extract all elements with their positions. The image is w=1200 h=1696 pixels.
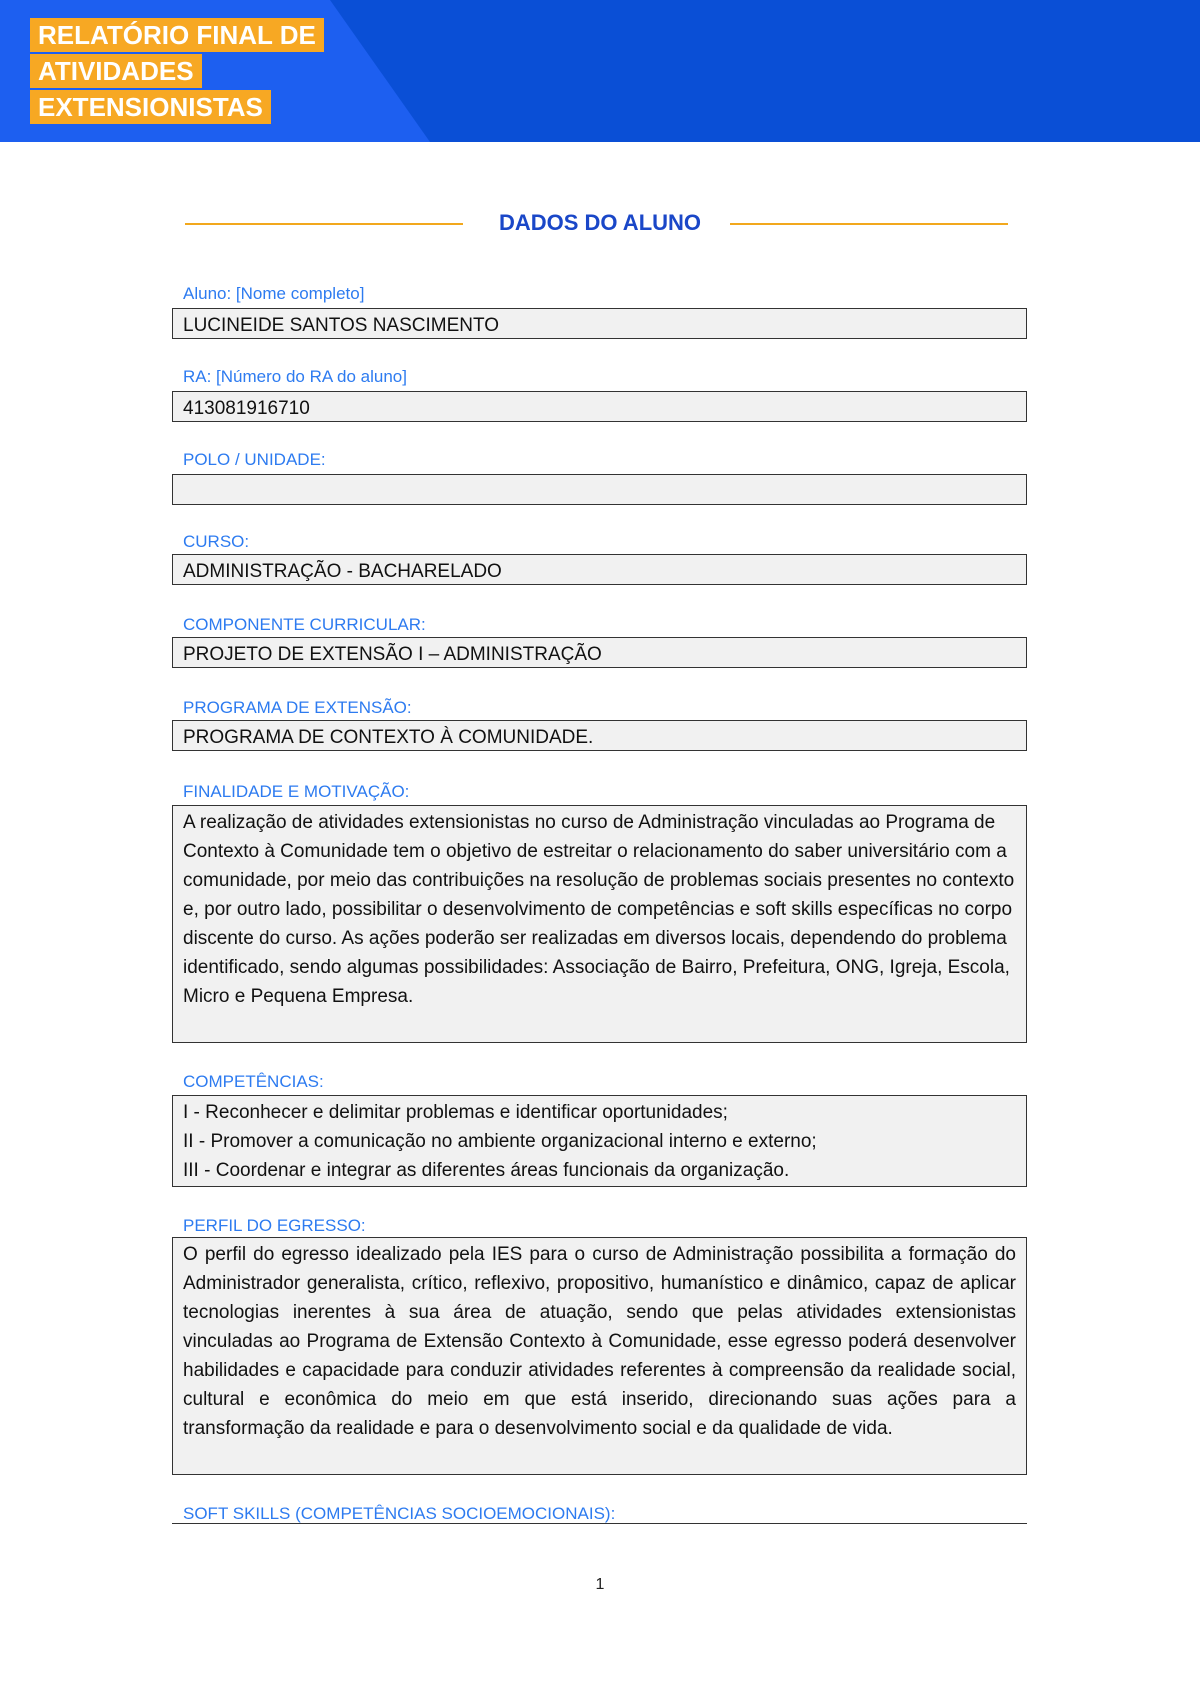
- report-title-line-2: ATIVIDADES: [30, 54, 202, 88]
- finalidade-label: FINALIDADE E MOTIVAÇÃO:: [183, 782, 410, 801]
- aluno-label: Aluno: [Nome completo]: [183, 284, 365, 303]
- header-banner: [0, 0, 1200, 142]
- soft-skills-label: SOFT SKILLS (COMPETÊNCIAS SOCIOEMOCIONAIS):: [183, 1504, 616, 1523]
- componente-label: COMPONENTE CURRICULAR:: [183, 615, 426, 634]
- ra-field[interactable]: 413081916710: [172, 391, 1027, 422]
- perfil-field[interactable]: O perfil do egresso idealizado pela IES para o curso de Administração possibilita a formação do Administrador generalista, crítico, reflexivo, propositivo, humanístico e dinâmico, capaz de aplicar tecnologias inerentes à sua área de atuação, sendo que pelas atividades extensionistas vinculadas ao Programa de Extensão Contexto à Comunidade, esse egresso poderá desenvolver habilidades e capacidade para conduzir atividades referentes à compreensão da realidade social, cultural e econômica do meio em que está inserido, direcionando suas ações para a transformação da realidade e para o desenvolvimento social e da qualidade de vida.: [172, 1237, 1027, 1475]
- componente-field[interactable]: PROJETO DE EXTENSÃO I – ADMINISTRAÇÃO: [172, 637, 1027, 668]
- perfil-label: PERFIL DO EGRESSO:: [183, 1216, 366, 1235]
- aluno-field[interactable]: LUCINEIDE SANTOS NASCIMENTO: [172, 308, 1027, 339]
- competencia-item: I - Reconhecer e delimitar problemas e identificar oportunidades;: [183, 1102, 728, 1123]
- polo-label: POLO / UNIDADE:: [183, 450, 326, 469]
- section-divider-right: [730, 223, 1008, 225]
- programa-label: PROGRAMA DE EXTENSÃO:: [183, 698, 412, 717]
- competencia-item: III - Coordenar e integrar as diferentes áreas funcionais da organização.: [183, 1160, 790, 1181]
- soft-skills-field-top-border: [172, 1523, 1027, 1524]
- section-title: DADOS DO ALUNO: [498, 210, 702, 235]
- report-title-line-3: EXTENSIONISTAS: [30, 90, 271, 124]
- curso-label: CURSO:: [183, 532, 250, 551]
- page-number: 1: [595, 1576, 605, 1593]
- report-title-line-1: RELATÓRIO FINAL DE: [30, 18, 324, 52]
- ra-label: RA: [Número do RA do aluno]: [183, 367, 407, 386]
- programa-field[interactable]: PROGRAMA DE CONTEXTO À COMUNIDADE.: [172, 720, 1027, 751]
- polo-field[interactable]: [172, 474, 1027, 505]
- competencias-field[interactable]: [172, 1095, 1027, 1187]
- competencia-item: II - Promover a comunicação no ambiente organizacional interno e externo;: [183, 1131, 817, 1152]
- finalidade-field[interactable]: A realização de atividades extensionistas no curso de Administração vinculadas ao Programa de Contexto à Comunidade tem o objetivo de estreitar o relacionamento do saber universitário com a comunidade, por meio das contribuições na resolução de problemas sociais presentes no contexto e, por outro lado, possibilitar o desenvolvimento de competências e soft skills específicas no corpo discente do curso. As ações poderão ser realizadas em diversos locais, dependendo do problema identificado, sendo algumas possibilidades: Associação de Bairro, Prefeitura, ONG, Igreja, Escola, Micro e Pequena Empresa.: [172, 805, 1027, 1043]
- competencias-label: COMPETÊNCIAS:: [183, 1072, 324, 1091]
- curso-field[interactable]: ADMINISTRAÇÃO - BACHARELADO: [172, 554, 1027, 585]
